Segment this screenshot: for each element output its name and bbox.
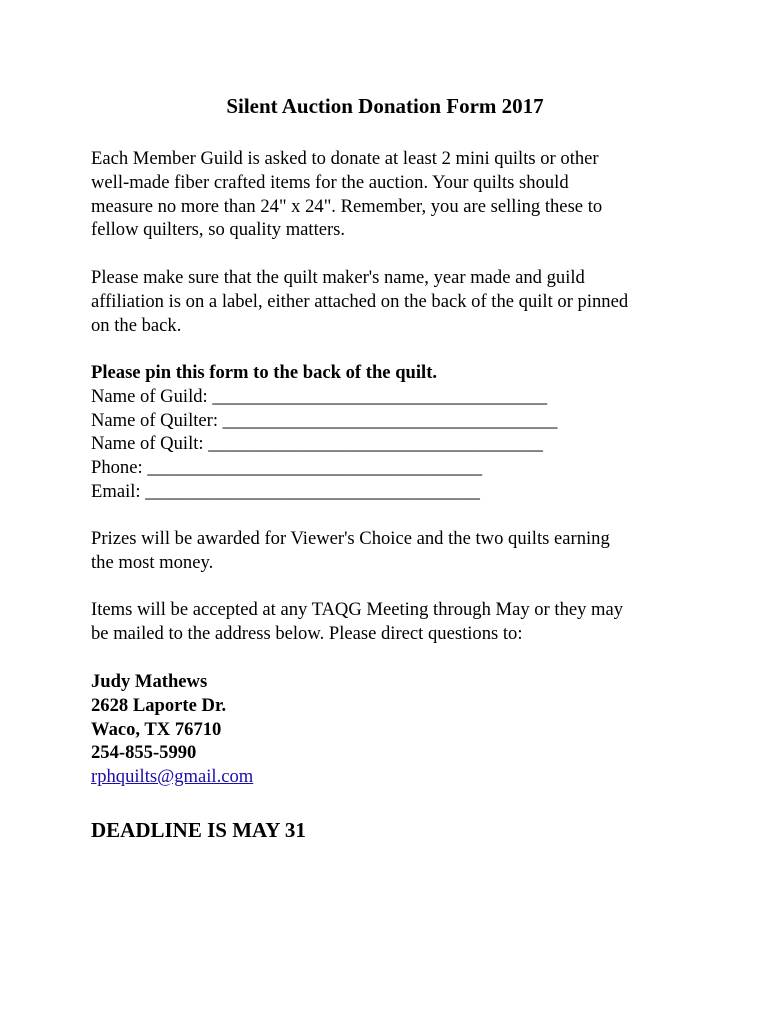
intro-paragraph bbox=[91, 147, 691, 242]
quilter-name-label: Name of Quilter: bbox=[91, 409, 219, 431]
contact-phone: 254-855-5990 bbox=[91, 742, 197, 764]
items-paragraph bbox=[91, 598, 691, 646]
label-instructions-line: Please make sure that the quilt maker's name, year made and guild bbox=[91, 267, 585, 288]
contact-name: Judy Mathews bbox=[91, 671, 208, 692]
phone-label: Phone: bbox=[91, 457, 143, 479]
form-title: Silent Auction Donation Form 2017 bbox=[226, 94, 544, 118]
items-line: be mailed to the address below. Please direct questions to: bbox=[91, 622, 523, 644]
prizes-line: Prizes will be awarded for Viewer's Choice and the two quilts earning bbox=[91, 528, 610, 549]
contact-block bbox=[91, 670, 691, 789]
phone-field[interactable] bbox=[91, 456, 691, 480]
intro-line: measure no more than 24" x 24". Remember, you are selling these to bbox=[91, 195, 603, 217]
prizes-paragraph bbox=[91, 527, 691, 575]
label-instructions-line: on the back. bbox=[91, 314, 182, 336]
pin-instruction: Please pin this form to the back of the quilt. bbox=[91, 362, 438, 383]
label-instructions-line: affiliation is on a label, either attached on the back of the quilt or pinned bbox=[91, 290, 629, 312]
quilter-name-field[interactable] bbox=[91, 409, 691, 433]
email-blank[interactable]: ____________________________________ bbox=[145, 480, 480, 502]
deadline-heading: DEADLINE IS MAY 31 bbox=[91, 818, 306, 842]
intro-line: well-made fiber crafted items for the auction. Your quilts should bbox=[91, 171, 569, 193]
quilt-name-blank[interactable]: ____________________________________ bbox=[208, 433, 543, 455]
guild-name-blank[interactable]: ____________________________________ bbox=[212, 385, 548, 407]
label-instructions-paragraph bbox=[91, 266, 691, 337]
guild-name-label: Name of Guild: bbox=[91, 385, 208, 407]
quilt-name-label: Name of Quilt: bbox=[91, 433, 204, 455]
quilter-name-blank[interactable]: ____________________________________ bbox=[222, 409, 558, 431]
intro-line: fellow quilters, so quality matters. bbox=[91, 219, 346, 241]
contact-street: 2628 Laporte Dr. bbox=[91, 694, 227, 716]
intro-line: Each Member Guild is asked to donate at least 2 mini quilts or other bbox=[91, 148, 599, 169]
email-label: Email: bbox=[91, 480, 141, 502]
email-field[interactable] bbox=[91, 480, 691, 504]
items-line: Items will be accepted at any TAQG Meeting through May or they may bbox=[91, 599, 624, 620]
guild-name-field[interactable] bbox=[91, 385, 691, 409]
phone-blank[interactable]: ____________________________________ bbox=[147, 457, 482, 479]
prizes-line: the most money. bbox=[91, 551, 214, 573]
form-fields-section bbox=[91, 361, 691, 504]
contact-city: Waco, TX 76710 bbox=[91, 718, 222, 740]
quilt-name-field[interactable] bbox=[91, 432, 691, 456]
contact-email-line bbox=[91, 765, 691, 789]
contact-email-link[interactable]: rphquilts@gmail.com bbox=[91, 766, 254, 788]
